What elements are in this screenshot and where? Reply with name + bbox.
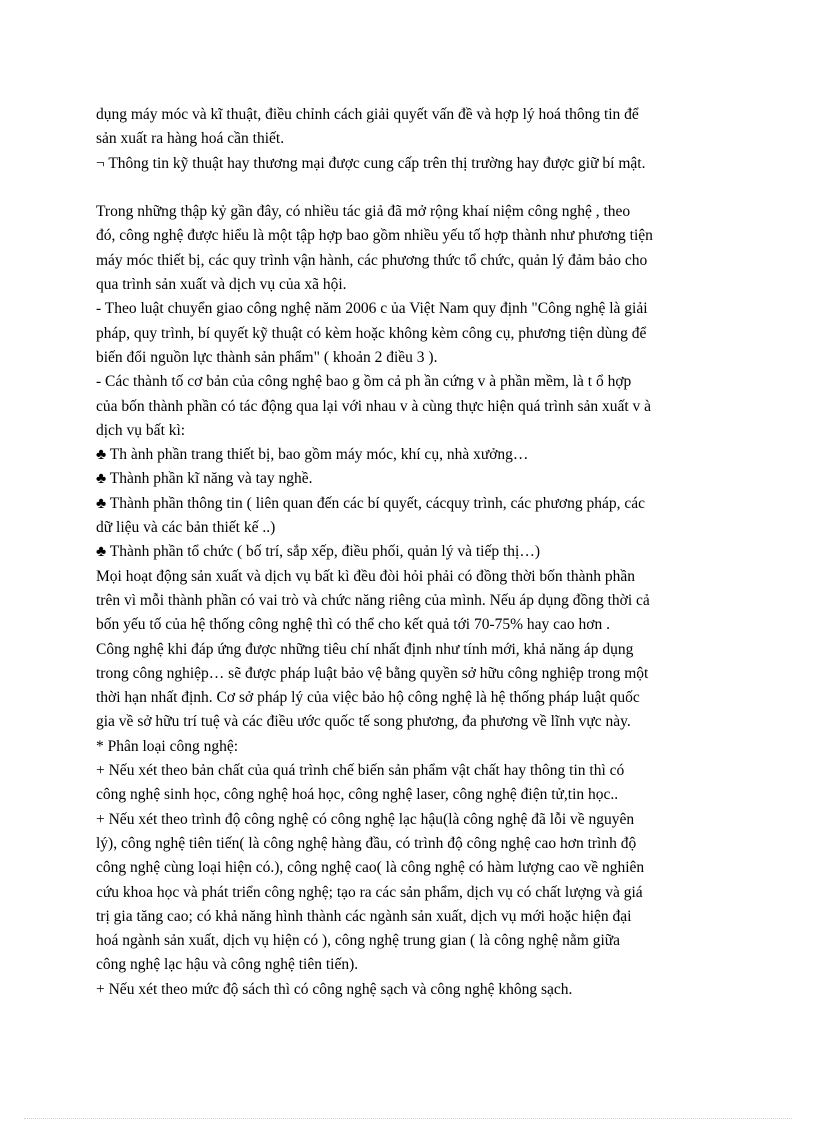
- text-line: pháp, quy trình, bí quyết kỹ thuật có kèm hoặc không kèm công cụ, phương tiện dùng để: [96, 324, 647, 342]
- bullet-item: ♣ Thành phần thông tin ( liên quan đến các bí quyết, cácquy trình, các phương pháp, các: [96, 494, 646, 512]
- text-line: dịch vụ bất kì:: [96, 421, 186, 439]
- text-line: thời hạn nhất định. Cơ sở pháp lý của việc bảo hộ công nghệ là hệ thống pháp luật quốc: [96, 689, 640, 707]
- text-line: + Nếu xét theo mức độ sách thì có công nghệ sạch và công nghệ không sạch.: [96, 980, 573, 998]
- page-bottom-divider: [24, 1118, 792, 1119]
- document-page: [96, 103, 726, 1002]
- text-line: - Các thành tố cơ bản của công nghệ bao g ồm cả ph ần cứng v à phần mềm, là t ổ hợp: [96, 373, 632, 391]
- text-line: công nghệ sinh học, công nghệ hoá học, công nghệ laser, công nghệ điện tử,tin học..: [96, 786, 619, 804]
- text-line: ¬ Thông tin kỹ thuật hay thương mại được cung cấp trên thị trường hay được giữ bí mật.: [96, 154, 646, 172]
- text-line: máy móc thiết bị, các quy trình vận hành, các phương thức tổ chức, quản lý đảm bảo cho: [96, 251, 648, 269]
- text-line: Trong những thập kỷ gần đây, có nhiều tác giả đã mở rộng khaí niệm công nghệ , theo: [96, 203, 631, 221]
- text-line: gia về sở hữu trí tuệ và các điều ước quốc tế song phương, đa phương về lĩnh vực này.: [96, 713, 631, 731]
- text-line: công nghệ cùng loại hiện có.), công nghệ cao( là công nghệ có hàm lượng cao về nghiên: [96, 859, 645, 877]
- text-line: trị gia tăng cao; có khả năng hình thành các ngành sản xuất, dịch vụ mới hoặc hiện đại: [96, 907, 632, 925]
- text-line: của bốn thành phần có tác động qua lại với nhau v à cùng thực hiện quá trình sản xuất v à: [96, 397, 652, 415]
- bullet-item: ♣ Thành phần tổ chức ( bố trí, sắp xếp, điều phối, quản lý và tiếp thị…): [96, 543, 541, 561]
- paragraph-gap: [96, 176, 726, 200]
- paragraph-intro: [96, 103, 726, 176]
- text-line: bốn yếu tố của hệ thống công nghệ thì có thể cho kết quả tới 70-75% hay cao hơn .: [96, 616, 610, 634]
- text-line: qua trình sản xuất và dịch vụ của xã hội.: [96, 276, 347, 294]
- text-line: sản xuất ra hàng hoá cần thiết.: [96, 130, 285, 148]
- text-line: + Nếu xét theo bản chất của quá trình chế biến sản phẩm vật chất hay thông tin thì có: [96, 762, 625, 780]
- bullet-item: ♣ Th ành phần trang thiết bị, bao gồm máy móc, khí cụ, nhà xưởng…: [96, 446, 529, 464]
- text-line: công nghệ lạc hậu và công nghệ tiên tiến).: [96, 956, 359, 974]
- text-line: - Theo luật chuyển giao công nghệ năm 2006 c ủa Việt Nam quy định "Công nghệ là giải: [96, 300, 648, 318]
- text-line: cứu khoa học và phát triển công nghệ; tạo ra các sản phẩm, dịch vụ có chất lượng và giá: [96, 883, 643, 901]
- text-line: lý), công nghệ tiên tiến( là công nghệ hàng đầu, có trình độ công nghệ cao hơn trình độ: [96, 834, 637, 852]
- text-line: dụng máy móc và kĩ thuật, điều chỉnh cách giải quyết vấn đề và hợp lý hoá thông tin để: [96, 106, 639, 123]
- text-line: Mọi hoạt động sản xuất và dịch vụ bất kì đều đòi hỏi phải có đồng thời bốn thành phần: [96, 567, 635, 585]
- bullet-item: ♣ Thành phần kĩ năng và tay nghề.: [96, 470, 313, 488]
- text-line: + Nếu xét theo trình độ công nghệ có công nghệ lạc hậu(là công nghệ đã lỗi về nguyên: [96, 810, 635, 828]
- text-line: hoá ngành sản xuất, dịch vụ hiện có ), công nghệ trung gian ( là công nghệ nằm giữa: [96, 932, 621, 950]
- section-heading: * Phân loại công nghệ:: [96, 737, 239, 755]
- text-line: trên vì mỗi thành phần có vai trò và chức năng riêng của mình. Nếu áp dụng đồng thời cả: [96, 591, 650, 609]
- text-line: Công nghệ khi đáp ứng được những tiêu chí nhất định như tính mới, khả năng áp dụng: [96, 640, 634, 658]
- text-line: đó, công nghệ được hiểu là một tập hợp bao gồm nhiều yếu tố hợp thành như phương tiện: [96, 227, 653, 245]
- text-line: dữ liệu và các bản thiết kế ..): [96, 519, 276, 537]
- text-line: biến đổi nguồn lực thành sản phẩm" ( khoản 2 điều 3 ).: [96, 348, 438, 366]
- paragraph-body: [96, 200, 726, 1002]
- text-line: trong công nghiệp… sẽ được pháp luật bảo vệ bằng quyền sở hữu công nghiệp trong một: [96, 664, 649, 682]
